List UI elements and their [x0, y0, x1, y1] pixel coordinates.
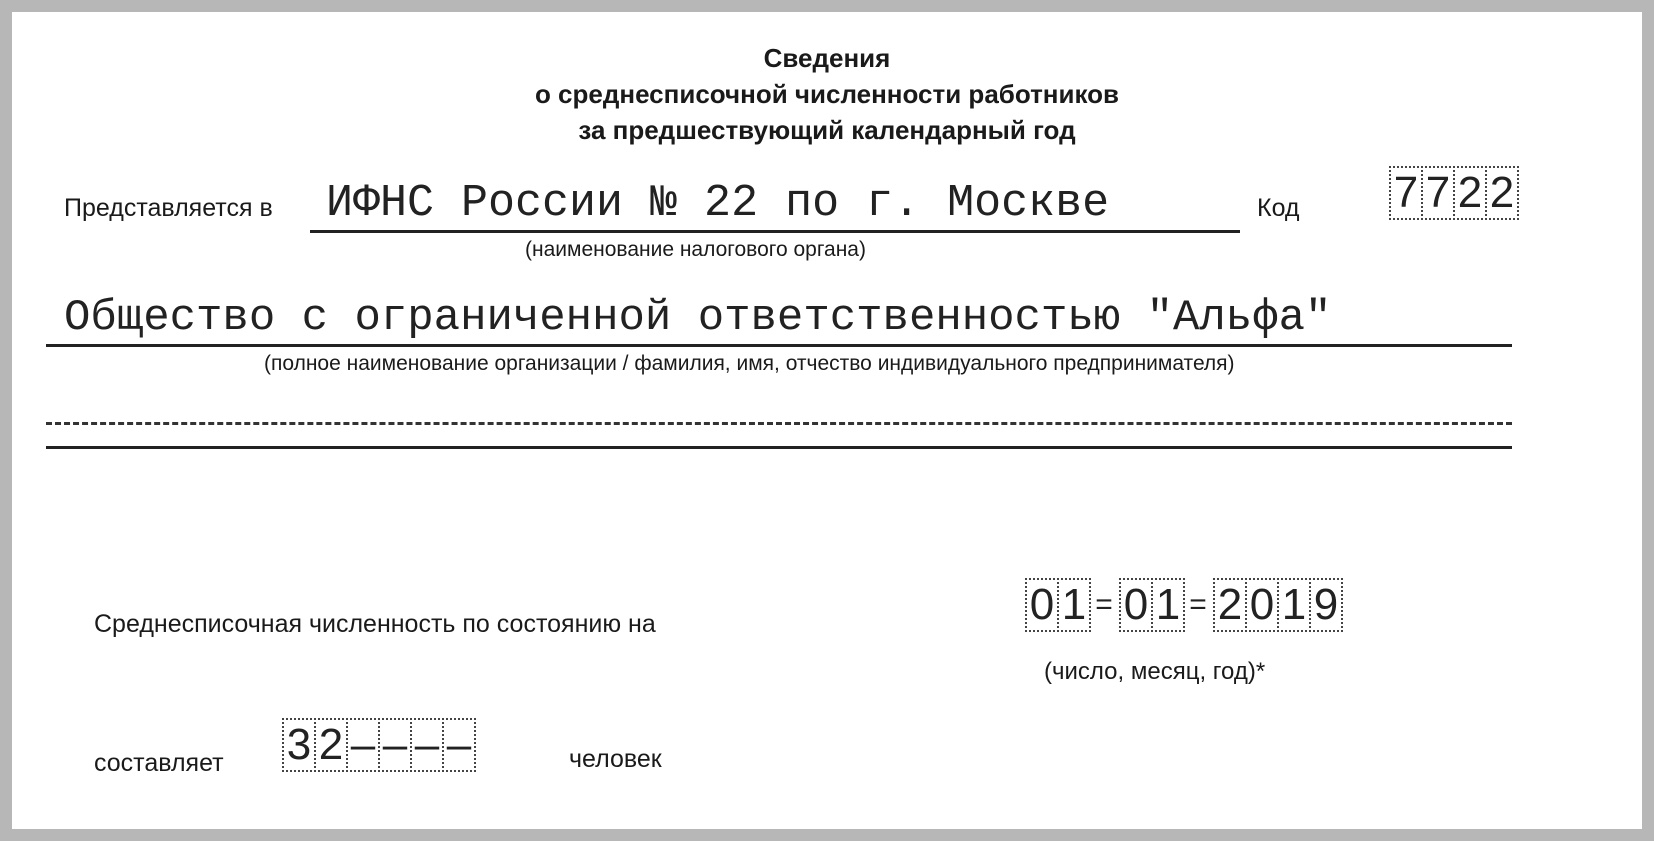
code-cell[interactable]: 2 [1485, 166, 1519, 220]
title-line-3: за предшествующий календарный год [578, 115, 1076, 145]
authority-caption: (наименование налогового органа) [525, 238, 866, 261]
date-cells[interactable] [1025, 578, 1341, 632]
headcount-unit: человек [569, 745, 662, 773]
code-cell[interactable]: 7 [1421, 166, 1455, 220]
date-day-cell[interactable]: 0 [1025, 578, 1059, 632]
organization-continuation-dashed-line [46, 422, 1512, 425]
authority-field[interactable]: ИФНС России № 22 по г. Москве [326, 178, 1110, 229]
authority-underline [310, 230, 1240, 233]
organization-underline [46, 344, 1512, 347]
organization-field[interactable]: Общество с ограниченной ответственностью "Альфа" [64, 293, 1332, 343]
authority-prefix-label: Представляется в [64, 194, 273, 222]
headcount-cell[interactable]: 2 [314, 718, 348, 772]
organization-caption: (полное наименование организации / фамилия, имя, отчество индивидуального предпринимателя) [264, 352, 1235, 375]
headcount-date-label: Среднесписочная численность по состоянию на [94, 610, 656, 638]
organization-continuation-underline [46, 446, 1512, 449]
headcount-cell[interactable]: – [378, 718, 412, 772]
headcount-cell[interactable]: – [442, 718, 476, 772]
date-separator: = [1095, 588, 1113, 621]
headcount-cells[interactable] [282, 718, 474, 772]
date-month-cell[interactable]: 1 [1151, 578, 1185, 632]
date-year-cell[interactable]: 1 [1277, 578, 1311, 632]
date-year-cell[interactable]: 9 [1309, 578, 1343, 632]
date-year-cell[interactable]: 0 [1245, 578, 1279, 632]
title-line-2: о среднесписочной численности работников [534, 79, 1120, 109]
form-title [0, 40, 1654, 148]
date-month-cell[interactable]: 0 [1119, 578, 1153, 632]
date-caption: (число, месяц, год)* [1044, 658, 1266, 685]
headcount-cell[interactable]: – [346, 718, 380, 772]
date-day-cell[interactable]: 1 [1057, 578, 1091, 632]
code-cells[interactable] [1389, 166, 1517, 220]
code-cell[interactable]: 2 [1453, 166, 1487, 220]
date-year-cell[interactable]: 2 [1213, 578, 1247, 632]
code-label: Код [1257, 194, 1300, 222]
date-separator: = [1189, 588, 1207, 621]
headcount-cell[interactable]: 3 [282, 718, 316, 772]
headcount-label: составляет [94, 749, 224, 777]
code-cell[interactable]: 7 [1389, 166, 1423, 220]
headcount-cell[interactable]: – [410, 718, 444, 772]
title-line-1: Сведения [763, 43, 891, 73]
